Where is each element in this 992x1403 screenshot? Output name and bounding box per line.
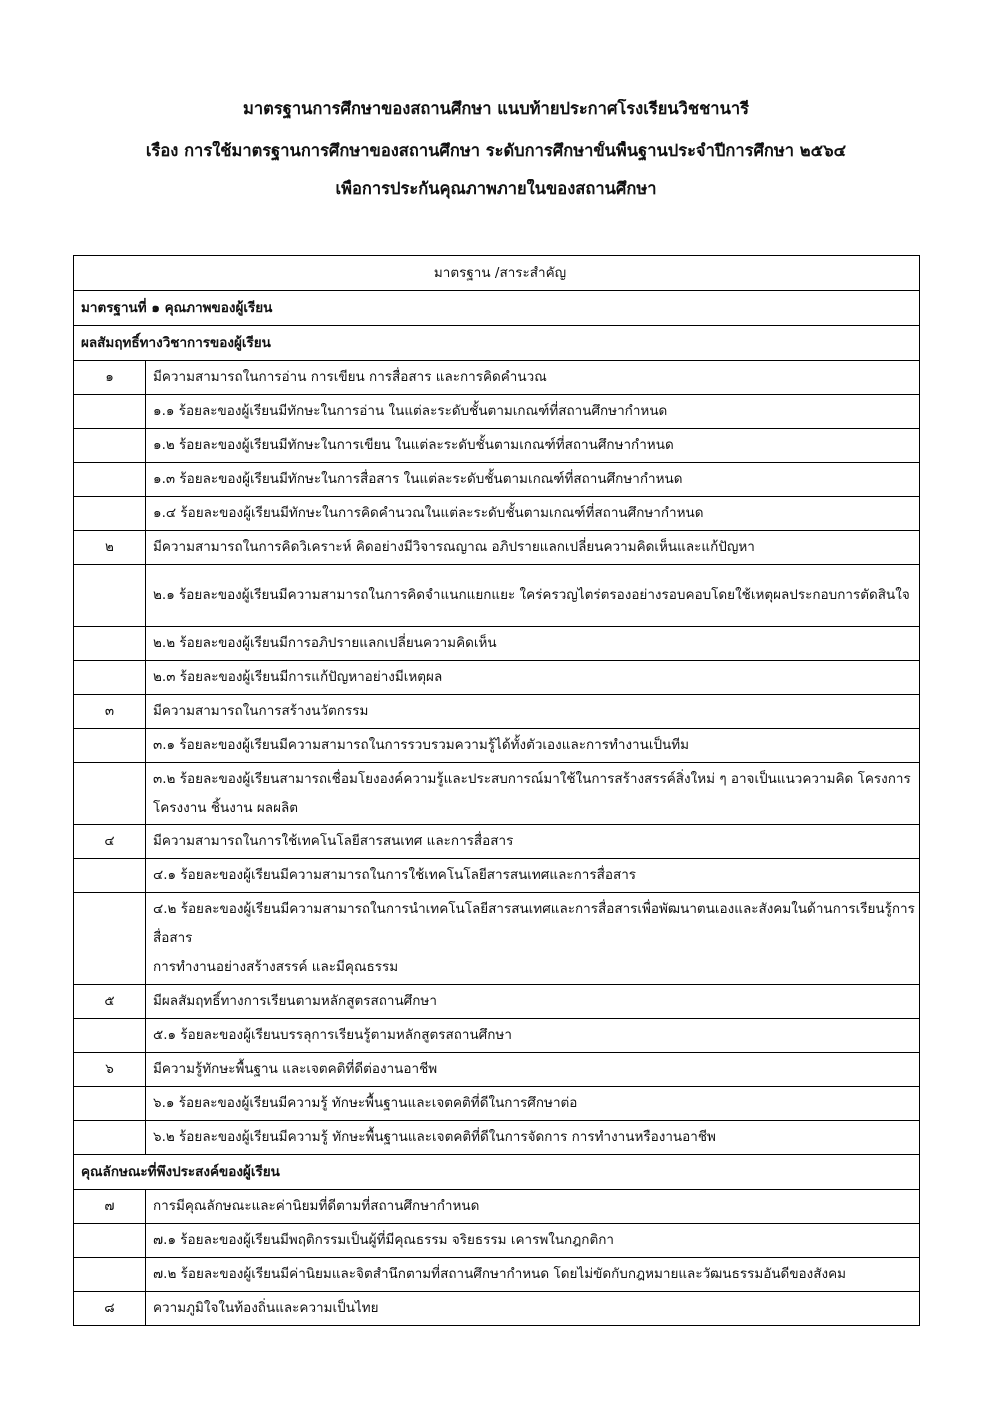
row-text: ๑.๔ ร้อยละของผู้เรียนมีทักษะในการคิดคำนวณในแต่ละระดับชั้นตามเกณฑ์ที่สถานศึกษากำหนด (146, 497, 920, 531)
table-header-row (74, 256, 920, 291)
table-row (74, 1121, 920, 1155)
table-row (74, 1190, 920, 1224)
table-row (74, 531, 920, 565)
row-number (74, 859, 146, 893)
table-row (74, 1224, 920, 1258)
section-row (74, 1155, 920, 1190)
row-text: ๖.๑ ร้อยละของผู้เรียนมีความรู้ ทักษะพื้นฐานและเจตคติที่ดีในการศึกษาต่อ (146, 1087, 920, 1121)
row-text: ๑.๒ ร้อยละของผู้เรียนมีทักษะในการเขียน ในแต่ละระดับชั้นตามเกณฑ์ที่สถานศึกษากำหนด (146, 429, 920, 463)
title-line-2: เรื่อง การใช้มาตรฐานการศึกษาของสถานศึกษา ระดับการศึกษาขั้นพื้นฐานประจำปีการศึกษา ๒๕๖๔ (145, 141, 847, 160)
row-text: ๗.๑ ร้อยละของผู้เรียนมีพฤติกรรมเป็นผู้ที่มีคุณธรรม จริยธรรม เคารพในกฎกติกา (146, 1224, 920, 1258)
table-row (74, 1292, 920, 1326)
row-number (74, 429, 146, 463)
table-row (74, 985, 920, 1019)
row-text: มีความสามารถในการสร้างนวัตกรรม (146, 695, 920, 729)
title-line-3: เพื่อการประกันคุณภาพภายในของสถานศึกษา (335, 179, 657, 198)
row-text: ๒.๓ ร้อยละของผู้เรียนมีการแก้ปัญหาอย่างมีเหตุผล (146, 661, 920, 695)
standard-title: มาตรฐานที่ ๑ คุณภาพของผู้เรียน (74, 291, 920, 326)
table-row (74, 729, 920, 763)
row-number (74, 893, 146, 985)
row-number (74, 395, 146, 429)
row-number: ๘ (74, 1292, 146, 1326)
row-text: ๕.๑ ร้อยละของผู้เรียนบรรลุการเรียนรู้ตามหลักสูตรสถานศึกษา (146, 1019, 920, 1053)
table-row (74, 627, 920, 661)
row-text-cell (146, 893, 920, 985)
row-text: การมีคุณลักษณะและค่านิยมที่ดีตามที่สถานศึกษากำหนด (146, 1190, 920, 1224)
table-row (74, 859, 920, 893)
standards-table (73, 255, 920, 1326)
row-number (74, 497, 146, 531)
row-number (74, 661, 146, 695)
table-row (74, 661, 920, 695)
row-text: ๗.๒ ร้อยละของผู้เรียนมีค่านิยมและจิตสำนึกตามที่สถานศึกษากำหนด โดยไม่ขัดกับกฎหมายและวัฒนธรรมอันดีของสังคม (146, 1258, 920, 1292)
row-text: ๒.๒ ร้อยละของผู้เรียนมีการอภิปรายแลกเปลี่ยนความคิดเห็น (146, 627, 920, 661)
table-row (74, 1053, 920, 1087)
row-number: ๑ (74, 361, 146, 395)
row-number (74, 763, 146, 825)
table-row (74, 565, 920, 627)
row-number: ๗ (74, 1190, 146, 1224)
section-characteristics: คุณลักษณะที่พึงประสงค์ของผู้เรียน (74, 1155, 920, 1190)
title-line-1: มาตรฐานการศึกษาของสถานศึกษา แนบท้ายประกาศโรงเรียนวิชชานารี (243, 99, 749, 118)
row-text: ๖.๒ ร้อยละของผู้เรียนมีความรู้ ทักษะพื้นฐานและเจตคติที่ดีในการจัดการ การทำงานหรืองานอาชีพ (146, 1121, 920, 1155)
section-row (74, 326, 920, 361)
row-number: ๒ (74, 531, 146, 565)
row-number: ๕ (74, 985, 146, 1019)
row-number (74, 1258, 146, 1292)
table-row (74, 429, 920, 463)
row-text-extra: การทำงานอย่างสร้างสรรค์ และมีคุณธรรม (153, 959, 399, 975)
table-row (74, 763, 920, 825)
row-number: ๔ (74, 825, 146, 859)
row-number (74, 729, 146, 763)
row-text: ความภูมิใจในท้องถิ่นและความเป็นไทย (146, 1292, 920, 1326)
row-text: ๓.๒ ร้อยละของผู้เรียนสามารถเชื่อมโยงองค์ความรู้และประสบการณ์มาใช้ในการสร้างสรรค์สิ่งใหม่ ๆ อาจเป็นแนวความคิด โครงการ โครงงาน ชิ้นงาน ผลผลิต (146, 763, 920, 825)
table-row (74, 695, 920, 729)
row-text: ๑.๓ ร้อยละของผู้เรียนมีทักษะในการสื่อสาร ในแต่ละระดับชั้นตามเกณฑ์ที่สถานศึกษากำหนด (146, 463, 920, 497)
table-row (74, 395, 920, 429)
row-text: มีความสามารถในการอ่าน การเขียน การสื่อสาร และการคิดคำนวณ (146, 361, 920, 395)
table-row (74, 1087, 920, 1121)
row-text: ๒.๑ ร้อยละของผู้เรียนมีความสามารถในการคิดจำแนกแยกแยะ ใคร่ครวญไตร่ตรองอย่างรอบคอบโดยใช้เหตุผลประกอบการตัดสินใจ (146, 565, 920, 627)
row-text: ๔.๒ ร้อยละของผู้เรียนมีความสามารถในการนำเทคโนโลยีสารสนเทศและการสื่อสารเพื่อพัฒนาตนเองและสังคมในด้านการเรียนรู้การสื่อสาร (153, 901, 915, 946)
row-number: ๓ (74, 695, 146, 729)
row-number (74, 565, 146, 627)
row-text: ๑.๑ ร้อยละของผู้เรียนมีทักษะในการอ่าน ในแต่ละระดับชั้นตามเกณฑ์ที่สถานศึกษากำหนด (146, 395, 920, 429)
row-number (74, 627, 146, 661)
table-row (74, 1019, 920, 1053)
row-text: มีความสามารถในการคิดวิเคราะห์ คิดอย่างมีวิจารณญาณ อภิปรายแลกเปลี่ยนความคิดเห็นและแก้ปัญหา (146, 531, 920, 565)
table-row (74, 463, 920, 497)
row-number (74, 1121, 146, 1155)
table-row (74, 893, 920, 985)
row-number (74, 463, 146, 497)
standard-title-row (74, 291, 920, 326)
row-text: มีความสามารถในการใช้เทคโนโลยีสารสนเทศ และการสื่อสาร (146, 825, 920, 859)
column-header: มาตรฐาน /สาระสำคัญ (74, 256, 920, 291)
row-text: มีผลสัมฤทธิ์ทางการเรียนตามหลักสูตรสถานศึกษา (146, 985, 920, 1019)
row-text: มีความรู้ทักษะพื้นฐาน และเจตคติที่ดีต่องานอาชีพ (146, 1053, 920, 1087)
row-number (74, 1087, 146, 1121)
row-text: ๓.๑ ร้อยละของผู้เรียนมีความสามารถในการรวบรวมความรู้ได้ทั้งตัวเองและการทำงานเป็นทีม (146, 729, 920, 763)
table-row (74, 497, 920, 531)
row-text: ๔.๑ ร้อยละของผู้เรียนมีความสามารถในการใช้เทคโนโลยีสารสนเทศและการสื่อสาร (146, 859, 920, 893)
row-number (74, 1224, 146, 1258)
row-number: ๖ (74, 1053, 146, 1087)
table-row (74, 1258, 920, 1292)
table-row (74, 825, 920, 859)
row-number (74, 1019, 146, 1053)
table-row (74, 361, 920, 395)
section-academic: ผลสัมฤทธิ์ทางวิชาการของผู้เรียน (74, 326, 920, 361)
